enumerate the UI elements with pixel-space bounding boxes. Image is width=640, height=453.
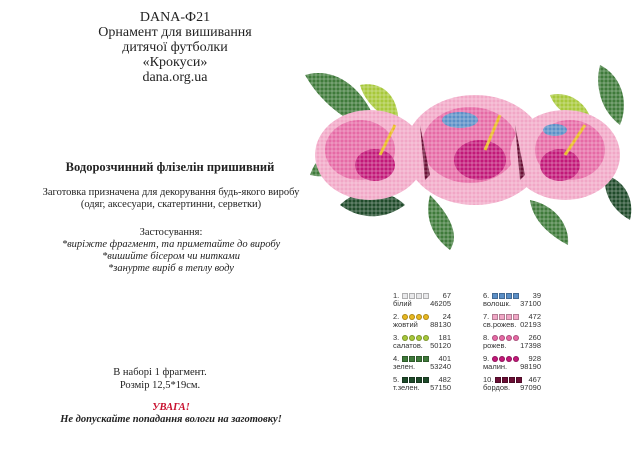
bead-icon — [513, 356, 519, 362]
purpose-line1: Заготовка призначена для декорування будь-якого виробу — [42, 187, 300, 198]
legend-number: 6. — [483, 291, 490, 300]
usage-title: Застосування: — [139, 227, 203, 238]
legend-color-code: 98190 — [520, 362, 541, 371]
legend-color-code: 50120 — [430, 341, 451, 350]
legend-item — [393, 355, 463, 373]
crocus-pattern-image — [300, 55, 640, 255]
legend-number: 7. — [483, 312, 490, 321]
legend-count: 472 — [528, 312, 541, 321]
legend-color-name: салатов. — [393, 341, 423, 350]
legend-color-name: св.рожев. — [483, 320, 517, 329]
purpose-text — [40, 187, 302, 211]
legend-number: 4. — [393, 354, 400, 363]
legend-count: 482 — [438, 375, 451, 384]
legend-item — [483, 292, 553, 310]
legend-count: 260 — [528, 333, 541, 342]
legend-count: 401 — [438, 354, 451, 363]
legend-color-name: малин. — [483, 362, 508, 371]
legend-color-code: 53240 — [430, 362, 451, 371]
website: dana.org.ua — [142, 70, 208, 85]
legend-item — [483, 313, 553, 331]
legend-color-code: 88130 — [430, 320, 451, 329]
legend-number: 5. — [393, 375, 400, 384]
legend-count: 67 — [442, 291, 451, 300]
legend-count: 467 — [528, 375, 541, 384]
legend-number: 8. — [483, 333, 490, 342]
bead-icon — [513, 293, 519, 299]
legend-count: 928 — [528, 354, 541, 363]
bead-icon — [423, 377, 429, 383]
pattern-grid — [300, 55, 640, 255]
legend-item — [393, 292, 463, 310]
material-subtitle: Водорозчинний флізелін пришивний — [65, 160, 275, 174]
legend-color-name: бордов. — [483, 383, 511, 392]
bead-icon — [423, 293, 429, 299]
legend-color-name: білий — [393, 299, 412, 308]
product-code: DANA-Ф21 — [139, 10, 211, 25]
bead-icon — [416, 356, 422, 362]
legend-count: 181 — [438, 333, 451, 342]
product-title-line2: дитячої футболки — [122, 40, 228, 55]
warning-block — [40, 402, 302, 426]
legend-number: 9. — [483, 354, 490, 363]
color-legend — [393, 292, 543, 392]
legend-item — [483, 355, 553, 373]
legend-number: 1. — [393, 291, 400, 300]
legend-number: 2. — [393, 312, 400, 321]
bead-icon — [423, 356, 429, 362]
usage-block — [40, 227, 302, 275]
product-header — [70, 10, 280, 85]
usage-step: *виріжте фрагмент, та приметайте до виробу — [61, 239, 281, 250]
legend-count: 24 — [442, 312, 451, 321]
legend-color-code: 17398 — [520, 341, 541, 350]
legend-color-name: волошк. — [483, 299, 511, 308]
legend-color-code: 57150 — [430, 383, 451, 392]
product-title-line3: «Крокуси» — [142, 55, 208, 70]
legend-number: 10. — [483, 375, 494, 384]
purpose-line2: (одяг, аксесуари, скатертинни, серветки) — [80, 199, 262, 210]
bead-icon — [513, 335, 519, 341]
legend-item — [393, 334, 463, 352]
legend-color-code: 37100 — [520, 299, 541, 308]
bead-icon — [416, 293, 422, 299]
legend-color-name: зелен. — [393, 362, 416, 371]
product-title-line1: Орнамент для вишивання — [98, 25, 252, 40]
kit-info — [90, 366, 230, 392]
bead-icon — [423, 314, 429, 320]
bead-icon — [506, 335, 512, 341]
warning-title: УВАГА! — [152, 402, 190, 413]
usage-step: *занурте виріб в теплу воду — [108, 263, 234, 274]
legend-item — [483, 376, 553, 394]
kit-line1: В наборі 1 фрагмент. — [113, 367, 207, 378]
legend-color-name: рожев. — [483, 341, 507, 350]
usage-step: *вишийте бісером чи нитками — [102, 251, 240, 262]
bead-icon — [423, 335, 429, 341]
legend-color-code: 46205 — [430, 299, 451, 308]
legend-number: 3. — [393, 333, 400, 342]
legend-color-name: жовтий — [393, 320, 418, 329]
kit-line2: Розмір 12,5*19см. — [119, 380, 201, 391]
legend-item — [393, 313, 463, 331]
legend-color-code: 02193 — [520, 320, 541, 329]
warning-text: Не допускайте попадання вологи на заготовку! — [60, 414, 282, 425]
legend-count: 39 — [532, 291, 541, 300]
legend-color-code: 97090 — [520, 383, 541, 392]
legend-item — [483, 334, 553, 352]
legend-color-name: т.зелен. — [393, 383, 420, 392]
legend-item — [393, 376, 463, 394]
